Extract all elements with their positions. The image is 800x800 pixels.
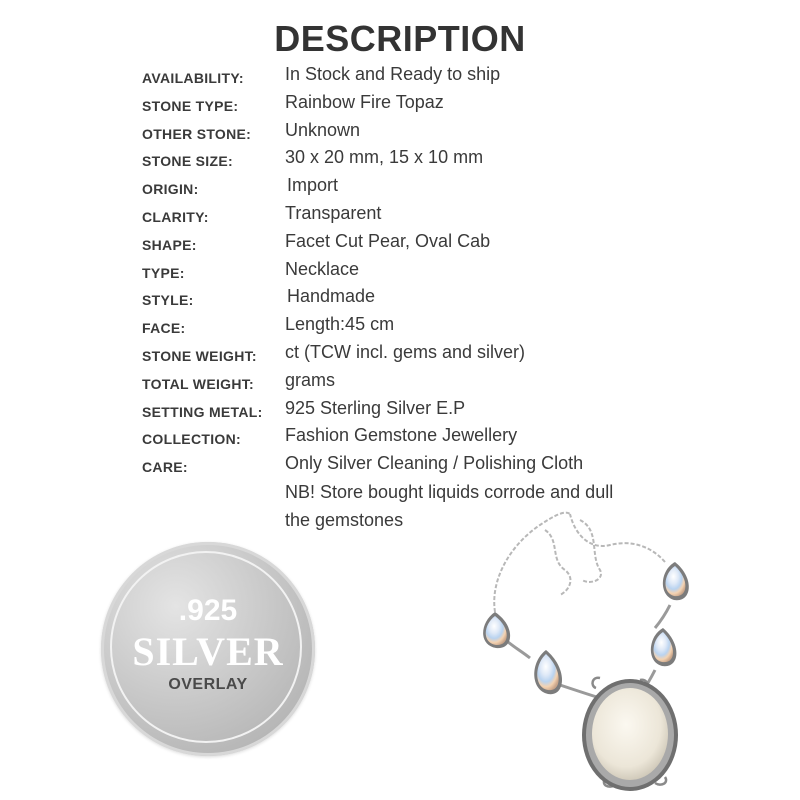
spec-row-style [142,286,702,314]
badge-purity: .925 [178,594,238,627]
spec-row-shape [142,231,702,259]
spec-label: TYPE: [142,264,185,281]
spec-row-collection [142,425,702,453]
spec-label: OTHER STONE: [142,125,252,142]
chain [494,513,665,612]
spec-row-total-weight [142,370,702,398]
oval-pendant [582,679,678,791]
spec-row-stone-size [142,147,702,175]
spec-label: COLLECTION: [142,431,241,448]
spec-value: In Stock and Ready to ship [285,64,501,84]
pear-gem-left-top [483,612,510,648]
spec-value: Import [287,175,339,196]
spec-row-other-stone [142,120,702,148]
spec-row-stone-weight [142,342,702,370]
spec-label: STYLE: [142,292,194,309]
spec-label: ORIGIN: [142,181,199,198]
spec-row-origin [142,175,702,203]
pear-gem-right-bottom [651,628,677,666]
spec-label: CLARITY: [142,208,209,225]
spec-value: Transparent [285,202,382,223]
spec-value: grams [285,369,336,390]
spec-value: Necklace [285,258,360,279]
spec-label: STONE WEIGHT: [142,347,257,364]
spec-label: FACE: [142,320,186,337]
spec-row-setting-metal [142,398,702,426]
pear-gem-left-bottom [534,650,562,694]
spec-value: Rainbow Fire Topaz [285,91,444,112]
spec-value: Only Silver Cleaning / Polishing Cloth [285,453,584,474]
spec-value: Fashion Gemstone Jewellery [285,425,518,446]
page-title: DESCRIPTION [274,18,526,59]
pear-gem-right-top [663,562,689,600]
spec-label: STONE SIZE: [142,153,233,170]
spec-value: 30 x 20 mm, 15 x 10 mm [285,147,484,168]
spec-value: Facet Cut Pear, Oval Cab [285,230,491,251]
necklace-product-image [450,500,700,795]
spec-row-type [142,259,702,287]
spec-label: SETTING METAL: [142,403,263,420]
spec-value: Unknown [285,119,361,140]
spec-row-clarity [142,203,702,231]
spec-value: Handmade [287,286,376,307]
spec-value: 925 Sterling Silver E.P [285,397,466,418]
spec-label: SHAPE: [142,236,197,253]
spec-row-care [142,453,702,481]
spec-row-face [142,314,702,342]
spec-label: TOTAL WEIGHT: [142,375,255,392]
spec-row-availability [142,64,702,92]
spec-row-stone-type [142,92,702,120]
care-note-line-2: the gemstones [285,510,404,530]
spec-label: AVAILABILITY: [142,70,244,86]
care-note-line-1: NB! Store bought liquids corrode and dull [285,482,614,502]
spec-label: STONE TYPE: [142,97,239,114]
spec-list [142,64,702,481]
spec-value: ct (TCW incl. gems and silver) [285,341,526,362]
spec-value: Length:45 cm [285,314,395,335]
spec-label: CARE: [142,459,188,476]
badge-metal: SILVER [132,629,284,674]
badge-finish: OVERLAY [168,676,248,693]
silver-overlay-badge [101,542,315,756]
